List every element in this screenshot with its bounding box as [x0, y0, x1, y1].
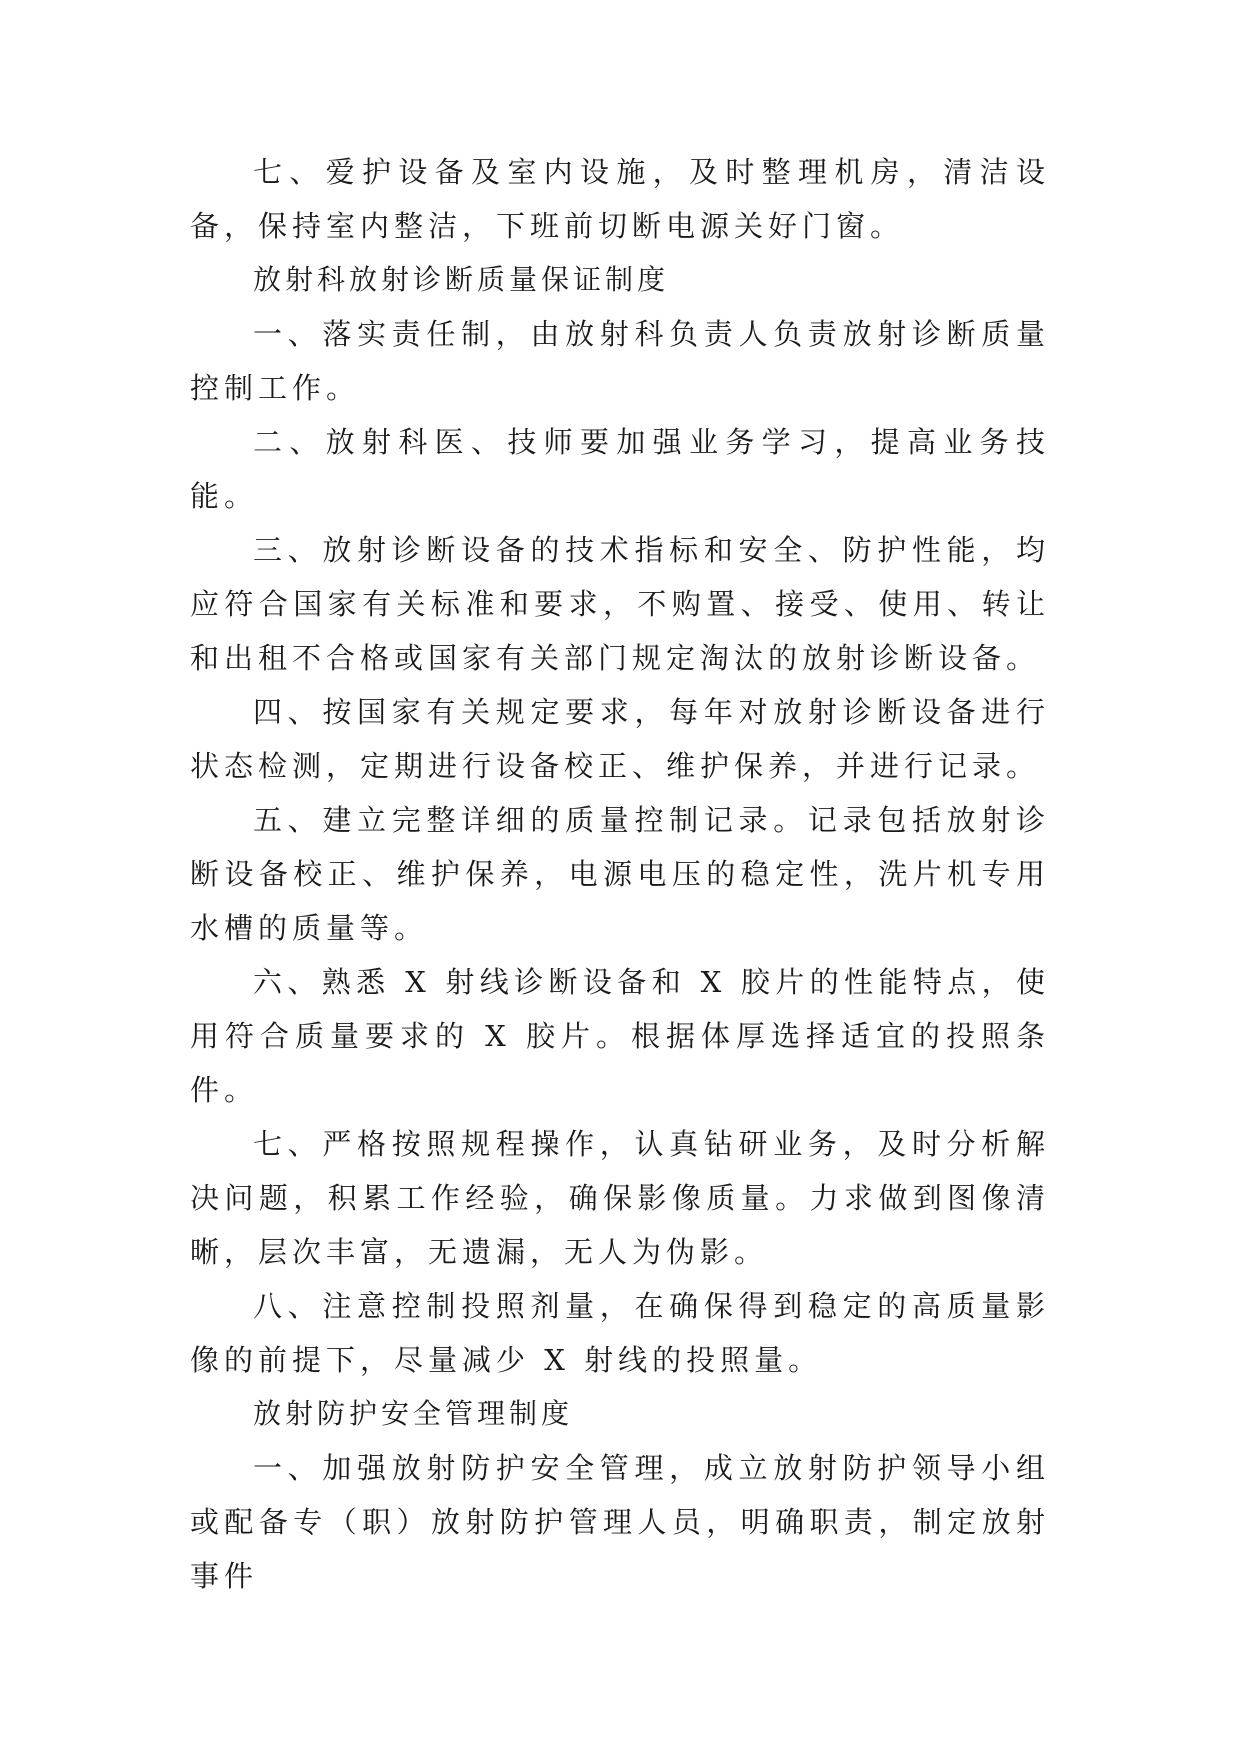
- paragraph-protection-item-1: 一、加强放射防护安全管理，成立放射防护领导小组或配备专（职）放射防护管理人员，明确职责，制定放射事件: [190, 1451, 1050, 1593]
- paragraph-qa-item-5: 五、建立完整详细的质量控制记录。记录包括放射诊断设备校正、维护保养，电源电压的稳定性，洗片机专用水槽的质量等。: [190, 803, 1050, 945]
- section-heading-quality-assurance: 放射科放射诊断质量保证制度: [253, 263, 670, 296]
- paragraph-qa-item-2: 二、放射科医、技师要加强业务学习，提高业务技能。: [190, 425, 1050, 513]
- paragraph-qa-item-1: 一、落实责任制，由放射科负责人负责放射诊断质量控制工作。: [190, 317, 1050, 405]
- paragraph-qa-item-3: 三、放射诊断设备的技术指标和安全、防护性能，均应符合国家有关标准和要求，不购置、接受、使用、转让和出租不合格或国家有关部门规定淘汰的放射诊断设备。: [190, 533, 1050, 675]
- paragraph-qa-item-4: 四、按国家有关规定要求，每年对放射诊断设备进行状态检测，定期进行设备校正、维护保养，并进行记录。: [190, 695, 1050, 783]
- paragraph-qa-item-8: 八、注意控制投照剂量，在确保得到稳定的高质量影像的前提下，尽量减少 X 射线的投照量。: [190, 1289, 1050, 1377]
- paragraph-equipment-care: 七、爱护设备及室内设施，及时整理机房，清洁设备，保持室内整洁，下班前切断电源关好门窗。: [190, 155, 1050, 243]
- section-heading-radiation-protection: 放射防护安全管理制度: [253, 1397, 574, 1430]
- document-page: [190, 145, 1050, 1603]
- paragraph-qa-item-7: 七、严格按照规程操作，认真钻研业务，及时分析解决问题，积累工作经验，确保影像质量。力求做到图像清晰，层次丰富，无遗漏，无人为伪影。: [190, 1127, 1050, 1269]
- paragraph-qa-item-6: 六、熟悉 X 射线诊断设备和 X 胶片的性能特点，使用符合质量要求的 X 胶片。根据体厚选择适宜的投照条件。: [190, 965, 1050, 1107]
